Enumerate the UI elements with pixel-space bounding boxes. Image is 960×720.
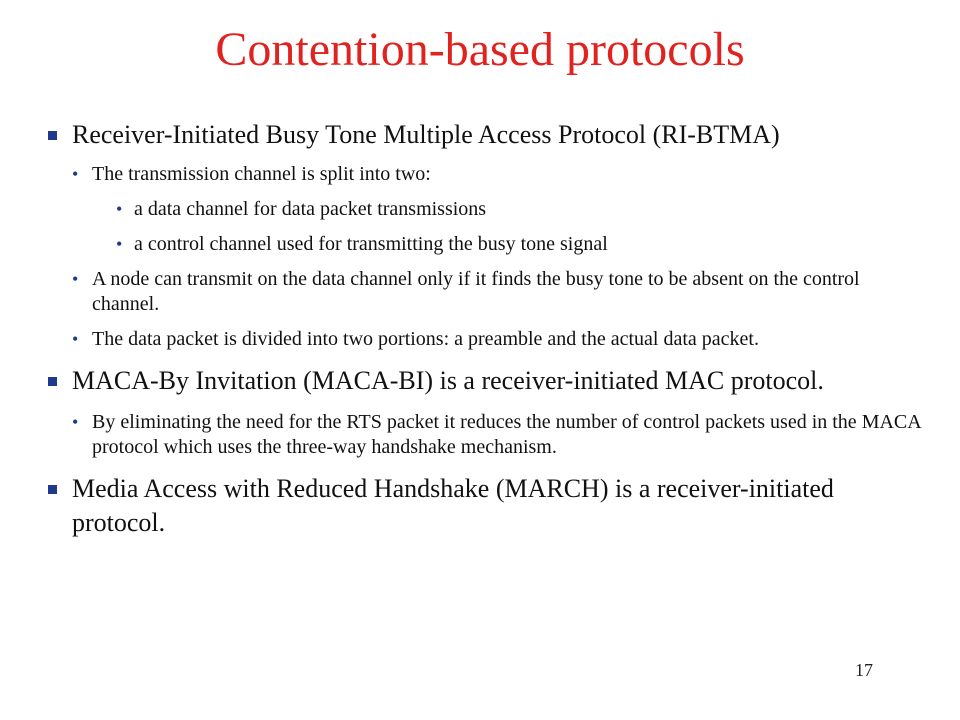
bullet-maca-text: MACA-By Invitation (MACA-BI) is a receiver-initiated MAC protocol. bbox=[72, 366, 824, 395]
dot-bullet-icon: • bbox=[72, 329, 79, 349]
bullet-rib-sub2-text: A node can transmit on the data channel only if it finds the busy tone to be absent on the control channel. bbox=[92, 268, 860, 315]
bullet-rib-text: Receiver-Initiated Busy Tone Multiple Access Protocol (RI-BTMA) bbox=[72, 120, 780, 149]
bullet-rib-sub1-text: The transmission channel is split into two: bbox=[92, 163, 431, 185]
square-bullet-icon bbox=[48, 485, 57, 494]
dot-bullet-icon: • bbox=[72, 412, 79, 432]
bullet-rib-sub3-text: The data packet is divided into two portions: a preamble and the actual data packet. bbox=[92, 328, 759, 350]
bullet-rib-sub2 bbox=[72, 267, 928, 317]
bullet-march bbox=[48, 472, 928, 540]
bullet-maca bbox=[48, 364, 928, 398]
bullet-rib-sub1-b-text: a control channel used for transmitting the busy tone signal bbox=[134, 233, 608, 255]
dot-bullet-icon: • bbox=[116, 199, 123, 219]
bullet-rib-sub3 bbox=[72, 327, 928, 352]
square-bullet-icon bbox=[48, 131, 57, 140]
page-number: 17 bbox=[855, 660, 873, 680]
bullet-rib-sub1 bbox=[72, 162, 928, 187]
slide-title: Contention-based protocols bbox=[215, 23, 745, 76]
dot-bullet-icon: • bbox=[72, 269, 79, 289]
bullet-rib-sub1-b bbox=[116, 232, 928, 257]
square-bullet-icon bbox=[48, 377, 57, 386]
bullet-rib bbox=[48, 118, 928, 152]
bullet-rib-sub1-a-text: a data channel for data packet transmissions bbox=[134, 198, 487, 220]
slide-content bbox=[48, 118, 928, 540]
bullet-rib-sub1-a bbox=[116, 197, 928, 222]
bullet-maca-sub1-text: By eliminating the need for the RTS packet it reduces the number of control packets used in the MACA protocol which uses the three-way handshake mechanism. bbox=[92, 411, 921, 458]
bullet-march-text: Media Access with Reduced Handshake (MARCH) is a receiver-initiated protocol. bbox=[72, 474, 834, 537]
bullet-maca-sub1 bbox=[72, 410, 928, 460]
dot-bullet-icon: • bbox=[72, 164, 79, 184]
dot-bullet-icon: • bbox=[116, 234, 123, 254]
